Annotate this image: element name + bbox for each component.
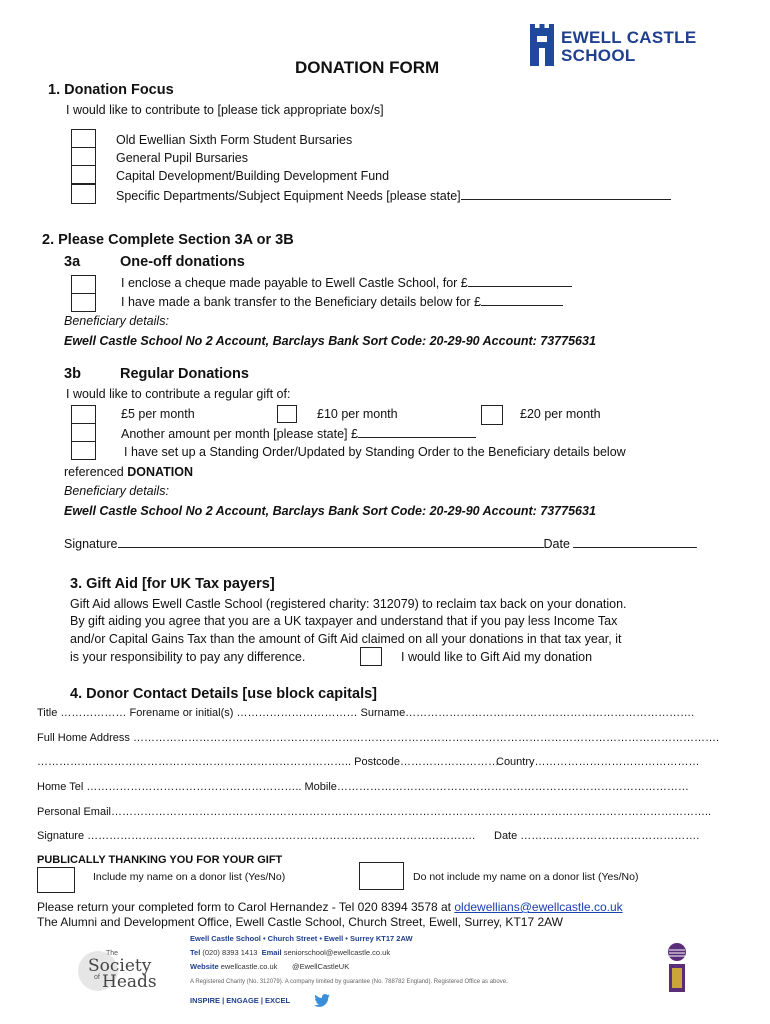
cheque-checkbox[interactable]	[71, 275, 96, 294]
section3a-label: 3a	[64, 254, 81, 270]
amount-other-label	[121, 426, 476, 441]
option4-text: Specific Departments/Subject Equipment Needs [please state]	[116, 189, 461, 203]
title-field[interactable]: Title ………………	[37, 707, 127, 719]
include-name-label: Include my name on a donor list (Yes/No)	[93, 871, 286, 883]
footer-web-url[interactable]: ewellcastle.co.uk	[218, 962, 278, 971]
date-label: Date	[543, 537, 570, 551]
school-logo	[527, 24, 697, 70]
society-line3: of	[94, 974, 100, 981]
amount20-label: £20 per month	[520, 407, 601, 421]
amount-other-text: Another amount per month [please state] £	[121, 427, 358, 441]
donor-signature-field[interactable]: Signature …………………………………………………………………………………………….	[37, 830, 476, 842]
society-line4: Heads	[102, 972, 157, 992]
footer-address: Ewell Castle School • Church Street • Ewell • Surrey KT17 2AW	[190, 934, 413, 943]
option1-label: Old Ewellian Sixth Form Student Bursaries	[116, 133, 353, 147]
logo-line2: SCHOOL	[561, 46, 636, 65]
section3b-intro: I would like to contribute a regular gift of:	[66, 387, 291, 401]
giftaid-line4: is your responsibility to pay any difference.	[70, 650, 306, 664]
amount-other-blank[interactable]	[358, 426, 476, 438]
footer-twitter-handle[interactable]: @EwellCastleUK	[292, 962, 350, 971]
option3-checkbox[interactable]	[71, 165, 96, 184]
signature-label: Signature	[64, 537, 118, 551]
footer-charity: A Registered Charity (No. 312079). A company limited by guarantee (No. 788782 England). Registered Office as above.	[190, 979, 508, 985]
return-text: Please return your completed form to Carol Hernandez - Tel 020 8394 3578 at	[37, 900, 455, 914]
footer-contact	[190, 948, 390, 957]
amount10-checkbox[interactable]	[277, 405, 297, 423]
beneficiary-details-a: Ewell Castle School No 2 Account, Barclays Bank Sort Code: 20-29-90 Account: 73775631	[64, 334, 596, 348]
referenced-line	[64, 465, 193, 479]
amount-other-checkbox[interactable]	[71, 423, 96, 442]
forename-field[interactable]: Forename or initial(s) ……………………………	[129, 707, 358, 719]
ais-crest-icon	[666, 942, 688, 994]
country-field[interactable]: Country………………………………………	[496, 756, 700, 768]
section1-heading: 1. Donation Focus	[48, 82, 174, 98]
society-line2: Society	[88, 956, 152, 976]
referenced-text: referenced	[64, 465, 128, 479]
title-row	[37, 707, 694, 719]
phone-row[interactable]: Home Tel ………………………………………………….. Mobile……………………………………………………………………………………	[37, 781, 689, 793]
section4-heading: 4. Donor Contact Details [use block capitals]	[70, 686, 377, 702]
option4-label	[116, 188, 671, 203]
section2-heading: 2. Please Complete Section 3A or 3B	[42, 232, 294, 248]
address-field[interactable]: Full Home Address …………………………………………………………………………………………………………………………………………….	[37, 732, 720, 744]
cheque-text: I enclose a cheque made payable to Ewell Castle School, for £	[121, 276, 468, 290]
section3-heading: 3. Gift Aid [for UK Tax payers]	[70, 576, 275, 592]
option2-label: General Pupil Bursaries	[116, 151, 249, 165]
castle-logo-icon	[527, 24, 557, 68]
cheque-amount-blank[interactable]	[468, 275, 572, 287]
footer-tel-label: Tel	[190, 948, 201, 957]
giftaid-line1: Gift Aid allows Ewell Castle School (registered charity: 312079) to reclaim tax back on your donation.	[70, 597, 627, 611]
beneficiary-details-b: Ewell Castle School No 2 Account, Barclays Bank Sort Code: 20-29-90 Account: 73775631	[64, 504, 596, 518]
giftaid-checkbox-label: I would like to Gift Aid my donation	[401, 650, 593, 664]
footer-email-label: Email	[261, 948, 282, 957]
standing-order-label: I have set up a Standing Order/Updated by Standing Order to the Beneficiary details below	[124, 445, 626, 459]
transfer-amount-blank[interactable]	[481, 294, 563, 306]
amount5-label: £5 per month	[121, 407, 195, 421]
beneficiary-label-b: Beneficiary details:	[64, 484, 169, 498]
logo-line1: EWELL CASTLE	[561, 28, 697, 47]
option4-blank[interactable]	[461, 188, 671, 200]
exclude-name-checkbox[interactable]	[359, 862, 404, 890]
section1-intro: I would like to contribute to [please tick appropriate box/s]	[66, 103, 384, 117]
giftaid-line2: By gift aiding you agree that you are a UK taxpayer and understand that if you pay less Income Tax	[70, 614, 618, 628]
beneficiary-label-a: Beneficiary details:	[64, 314, 169, 328]
address-line2-field[interactable]: ………………………………………………………………………….. Postcode………………………	[37, 756, 500, 768]
return-email-link[interactable]: oldewellians@ewellcastle.co.uk	[454, 900, 623, 914]
society-line1: The	[106, 950, 119, 957]
include-name-checkbox[interactable]	[37, 867, 75, 893]
society-of-heads-logo	[76, 948, 157, 994]
standing-order-checkbox[interactable]	[71, 441, 96, 460]
date-blank[interactable]	[573, 536, 697, 548]
footer-motto: INSPIRE | ENGAGE | EXCEL	[190, 996, 291, 1005]
surname-field[interactable]: Surname…………………………………………………………………….	[360, 707, 695, 719]
return-line1	[37, 900, 623, 914]
thanks-heading: PUBLICALLY THANKING YOU FOR YOUR GIFT	[37, 854, 283, 866]
cheque-label	[121, 275, 572, 290]
footer-tel: (020) 8393 1413	[200, 948, 258, 957]
option3-label: Capital Development/Building Development Fund	[116, 169, 390, 183]
email-field[interactable]: Personal Email………………………………………………………………………………………………………………………………………………..	[37, 806, 712, 818]
amount5-checkbox[interactable]	[71, 405, 96, 424]
return-line2: The Alumni and Development Office, Ewell Castle School, Church Street, Ewell, Surrey, KT17 2AW	[37, 915, 564, 929]
giftaid-line3: and/or Capital Gains Tax than the amount of Gift Aid claimed on all your donations in that tax year, it	[70, 632, 622, 646]
transfer-checkbox[interactable]	[71, 293, 96, 312]
exclude-name-label: Do not include my name on a donor list (Yes/No)	[413, 871, 639, 883]
page-title: DONATION FORM	[295, 58, 440, 77]
signature-blank[interactable]	[118, 536, 544, 548]
footer-web-label: Website	[190, 962, 219, 971]
twitter-bird-icon[interactable]	[314, 994, 330, 1007]
amount10-label: £10 per month	[317, 407, 398, 421]
section3a-title: One-off donations	[120, 254, 245, 270]
amount20-checkbox[interactable]	[481, 405, 503, 425]
giftaid-checkbox[interactable]	[360, 647, 382, 666]
option1-checkbox[interactable]	[71, 129, 96, 148]
transfer-text: I have made a bank transfer to the Beneficiary details below for £	[121, 295, 481, 309]
section3b-label: 3b	[64, 366, 81, 382]
footer-email[interactable]: seniorschool@ewellcastle.co.uk	[281, 948, 391, 957]
donor-date-field[interactable]: Date ………………………………………….	[494, 830, 700, 842]
signature-row	[64, 536, 697, 551]
footer-web	[190, 962, 349, 971]
section3b-title: Regular Donations	[120, 366, 249, 382]
option4-checkbox[interactable]	[71, 184, 96, 204]
option2-checkbox[interactable]	[71, 147, 96, 166]
referenced-bold: DONATION	[127, 465, 193, 479]
transfer-label	[121, 294, 563, 309]
